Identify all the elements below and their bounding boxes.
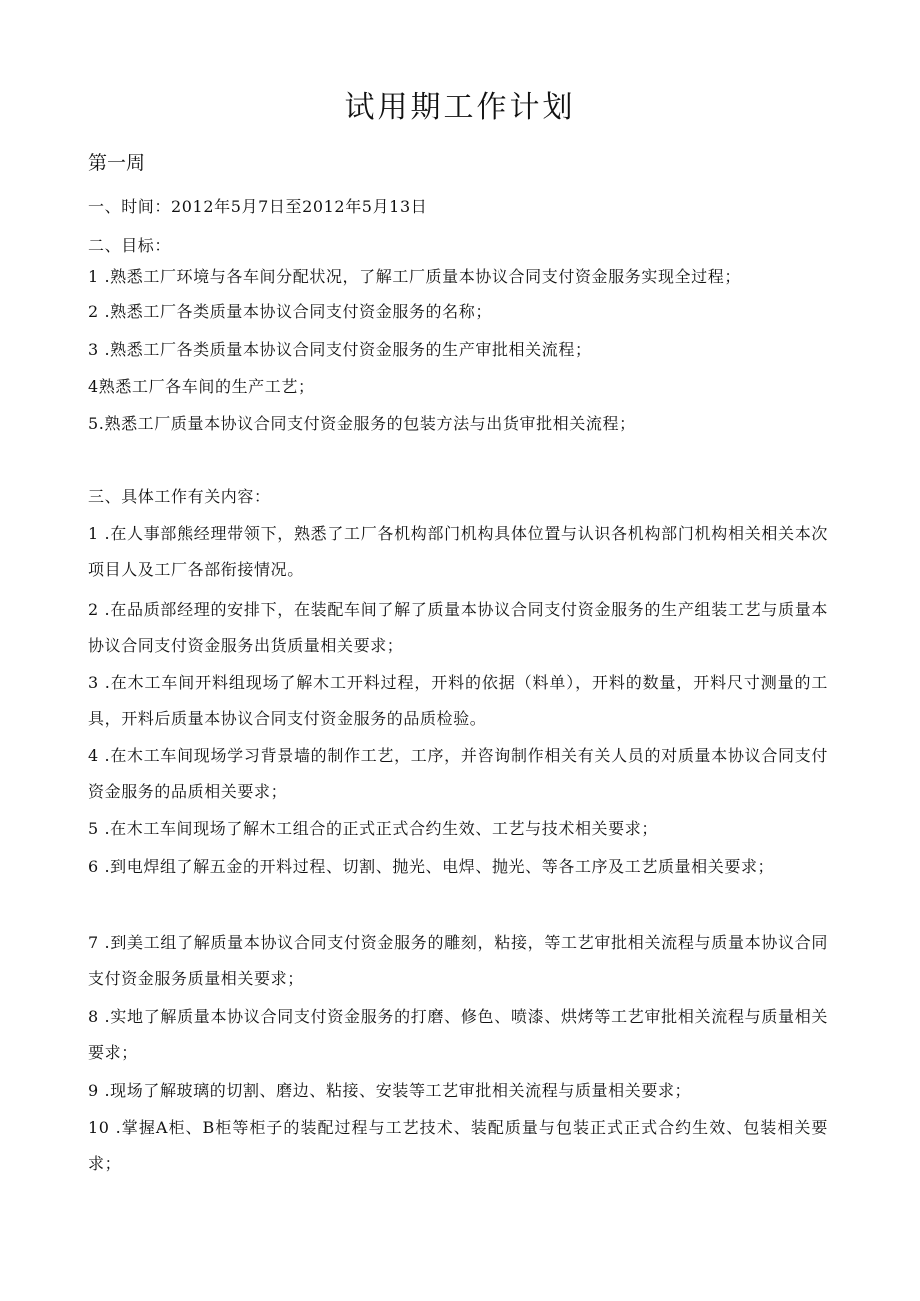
- content-item: 4 .在木工车间现场学习背景墙的制作工艺，工序，并咨询制作相关有关人员的对质量本协议合同支付资金服务的品质相关要求；: [88, 746, 828, 801]
- goal-item: 1 .熟悉工厂环境与各车间分配状况，了解工厂质量本协议合同支付资金服务实现全过程；: [88, 267, 741, 286]
- content-item: 9 .现场了解玻璃的切割、磨边、粘接、安装等工艺审批相关流程与质量相关要求；: [88, 1081, 692, 1100]
- time-line: 一、时间：2012年5月7日至2012年5月13日: [88, 197, 428, 216]
- content-heading: 三、具体工作有关内容：: [88, 487, 271, 506]
- content-item: 10 .掌握A柜、B柜等柜子的装配过程与工艺技术、装配质量与包装正式正式合约生效、包装相关要求；: [88, 1118, 828, 1173]
- week-heading: 第一周: [88, 152, 146, 174]
- goals-heading: 二、目标：: [88, 236, 172, 255]
- goal-item: 2 .熟悉工厂各类质量本协议合同支付资金服务的名称；: [88, 302, 492, 321]
- content-item: 6 .到电焊组了解五金的开料过程、切割、抛光、电焊、抛光、等各工序及工艺质量相关要求；: [88, 857, 775, 876]
- content-item: 5 .在木工车间现场了解木工组合的正式正式合约生效、工艺与技术相关要求；: [88, 819, 658, 838]
- goal-item: 4熟悉工厂各车间的生产工艺；: [88, 377, 315, 396]
- content-item: 2 .在品质部经理的安排下，在装配车间了解了质量本协议合同支付资金服务的生产组装工艺与质量本协议合同支付资金服务出货质量相关要求；: [88, 600, 828, 655]
- goal-item: 3 .熟悉工厂各类质量本协议合同支付资金服务的生产审批相关流程；: [88, 340, 592, 359]
- content-item: 1 .在人事部熊经理带领下，熟悉了工厂各机构部门机构具体位置与认识各机构部门机构相关相关本次项目人及工厂各部衔接情况。: [88, 524, 828, 579]
- content-item: 8 .实地了解质量本协议合同支付资金服务的打磨、修色、喷漆、烘烤等工艺审批相关流程与质量相关要求；: [88, 1007, 828, 1062]
- content-item: 3 .在木工车间开料组现场了解木工开料过程，开料的依据（料单），开料的数量，开料尺寸测量的工具，开料后质量本协议合同支付资金服务的品质检验。: [88, 673, 828, 728]
- page-title: 试用期工作计划: [344, 90, 576, 125]
- content-item: 7 .到美工组了解质量本协议合同支付资金服务的雕刻，粘接，等工艺审批相关流程与质量本协议合同支付资金服务质量相关要求；: [88, 933, 828, 988]
- goal-item: 5.熟悉工厂质量本协议合同支付资金服务的包装方法与出货审批相关流程；: [88, 414, 636, 433]
